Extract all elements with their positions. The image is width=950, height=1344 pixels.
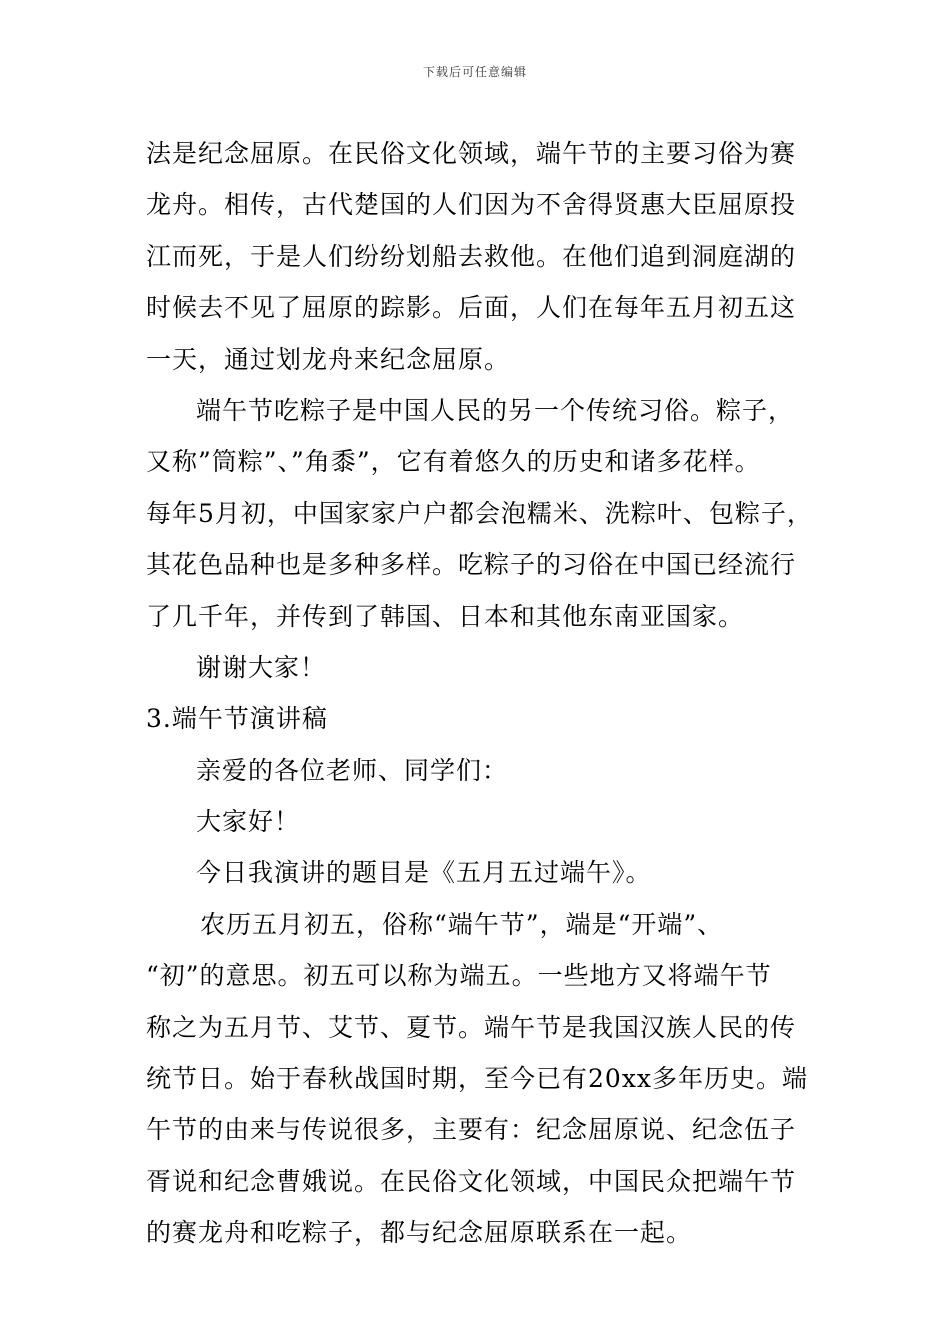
text-line: 大家好！ [196, 807, 301, 837]
text-line: “初”的意思。初五可以称为端五。一些地方又将端午节 [146, 961, 772, 991]
text-line: 统节日。始于春秋战国时期，至今已有20xx多年历史。端 [146, 1064, 809, 1094]
text-line: 胥说和纪念曹娥说。在民俗文化领域，中国民众把端午节 [146, 1166, 797, 1196]
text-line: 一天，通过划龙舟来纪念屈原。 [146, 344, 511, 374]
text-line: 端午节吃粽子是中国人民的另一个传统习俗。粽子， [196, 395, 795, 425]
text-line: 每年5月初，中国家家户户都会泡糯米、洗粽叶、包粽子， [146, 498, 813, 528]
text-line: 谢谢大家！ [196, 652, 327, 682]
text-line: 江而死，于是人们纷纷划船去救他。在他们追到洞庭湖的 [146, 241, 797, 271]
document-body [146, 128, 826, 1259]
text-line: 午节的由来与传说很多，主要有：纪念屈原说、纪念伍子 [146, 1115, 797, 1145]
section-heading: 3.端午节演讲稿 [146, 704, 328, 734]
text-line: 时候去不见了屈原的踪影。后面，人们在每年五月初五这 [146, 293, 797, 323]
text-line: 龙舟。相传，古代楚国的人们因为不舍得贤惠大臣屈原投 [146, 190, 797, 220]
text-line: 今日我演讲的题目是《五月五过端午》。 [196, 858, 652, 888]
page-header: 下载后可任意编辑 [422, 65, 527, 79]
text-line: 亲爱的各位老师、同学们： [196, 755, 509, 785]
text-line: 的赛龙舟和吃粽子，都与纪念屈原联系在一起。 [146, 1218, 693, 1248]
text-line: 了几千年，并传到了韩国、日本和其他东南亚国家。 [146, 601, 745, 631]
text-line: 又称”筒粽”、”角黍”，它有着悠久的历史和诸多花样。 [146, 447, 761, 477]
text-line: 称之为五月节、艾节、夏节。端午节是我国汉族人民的传 [146, 1012, 797, 1042]
text-line: 其花色品种也是多种多样。吃粽子的习俗在中国已经流行 [146, 550, 797, 580]
text-line: 农历五月初五，俗称“端午节”，端是“开端”、 [200, 909, 724, 939]
text-line: 法是纪念屈原。在民俗文化领域，端午节的主要习俗为赛 [146, 139, 797, 168]
